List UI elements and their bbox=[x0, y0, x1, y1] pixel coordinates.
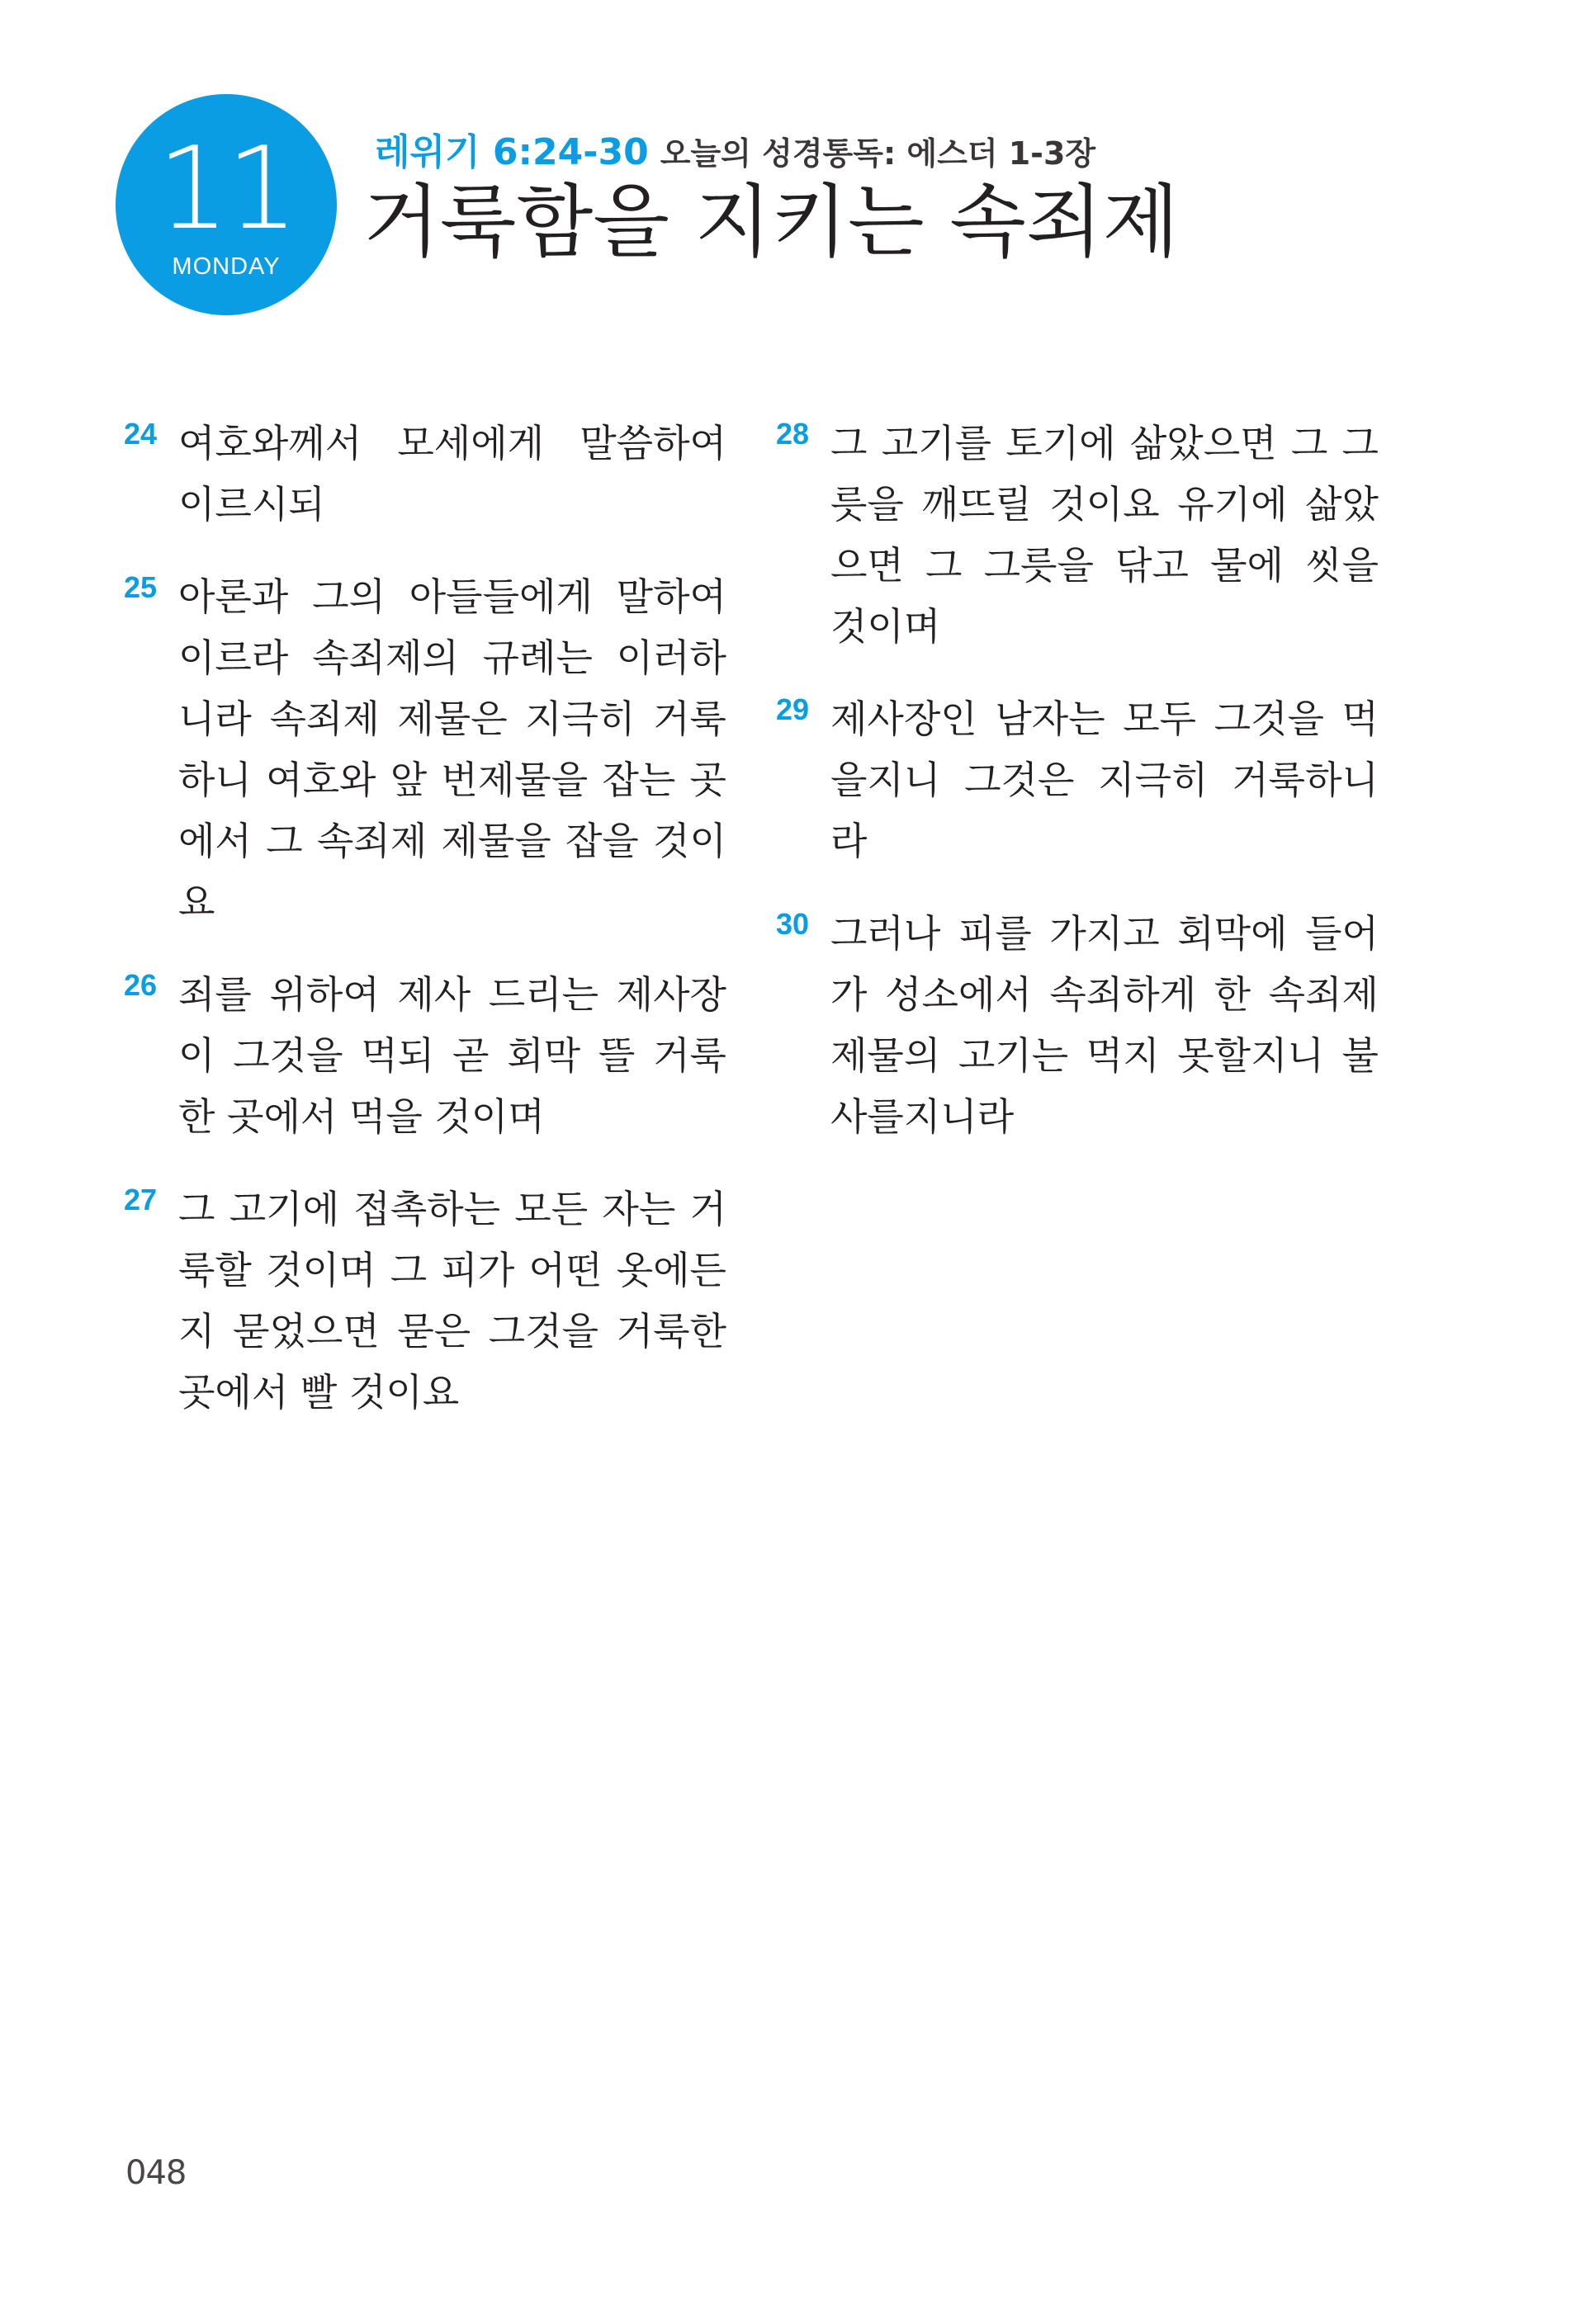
verse-text: 여호와께서 모세에게 말씀하여 이르시되 bbox=[178, 421, 726, 527]
verses-left-column bbox=[124, 413, 726, 1454]
verse-number: 26 bbox=[124, 968, 158, 1002]
verse-number: 29 bbox=[776, 692, 810, 726]
verse bbox=[776, 903, 1379, 1147]
verse-number: 30 bbox=[776, 907, 810, 941]
date-weekday: MONDAY bbox=[172, 253, 281, 280]
verse-number: 25 bbox=[124, 570, 158, 604]
verse-text: 죄를 위하여 제사 드리는 제사장이 그것을 먹되 곧 회막 뜰 거룩한 곳에서 먹을 것이며 bbox=[178, 972, 726, 1139]
verse bbox=[776, 688, 1379, 872]
verse bbox=[124, 413, 726, 535]
verse-text: 그 고기를 토기에 삶았으면 그 그릇을 깨뜨릴 것이요 유기에 삶았으면 그 그릇을 닦고 물에 씻을 것이며 bbox=[830, 421, 1379, 649]
verse-number: 24 bbox=[124, 417, 158, 451]
verse bbox=[124, 566, 726, 933]
page-number: 048 bbox=[125, 2154, 187, 2192]
verse-number: 28 bbox=[776, 417, 810, 451]
verse bbox=[124, 1179, 726, 1423]
header-subline bbox=[375, 122, 1095, 175]
page-title: 거룩함을 지키는 속죄제 bbox=[363, 176, 1180, 268]
verse-text: 그러나 피를 가지고 회막에 들어가 성소에서 속죄하게 한 속죄제 제물의 고기는 먹지 못할지니 불사를지니라 bbox=[830, 911, 1379, 1139]
verse-text: 제사장인 남자는 모두 그것을 먹을지니 그것은 지극히 거룩하니라 bbox=[830, 697, 1379, 863]
verse bbox=[124, 964, 726, 1147]
reading-plan: 오늘의 성경통독: 에스더 1-3장 bbox=[660, 135, 1096, 172]
date-day: 11 bbox=[157, 122, 296, 255]
date-badge bbox=[116, 94, 337, 315]
verse-text: 그 고기에 접촉하는 모든 자는 거룩할 것이며 그 피가 어떤 옷에든지 묻었으면 묻은 그것을 거룩한 곳에서 빨 것이요 bbox=[178, 1187, 726, 1415]
verse-text: 아론과 그의 아들들에게 말하여 이르라 속죄제의 규례는 이러하니라 속죄제 제물은 지극히 거룩하니 여호와 앞 번제물을 잡는 곳에서 그 속죄제 제물을 잡을 것이요 bbox=[178, 574, 726, 924]
verse bbox=[776, 413, 1379, 657]
verses-right-column bbox=[776, 413, 1379, 1179]
verse-number: 27 bbox=[124, 1183, 158, 1216]
scripture-reference: 레위기 6:24-30 bbox=[375, 131, 649, 173]
